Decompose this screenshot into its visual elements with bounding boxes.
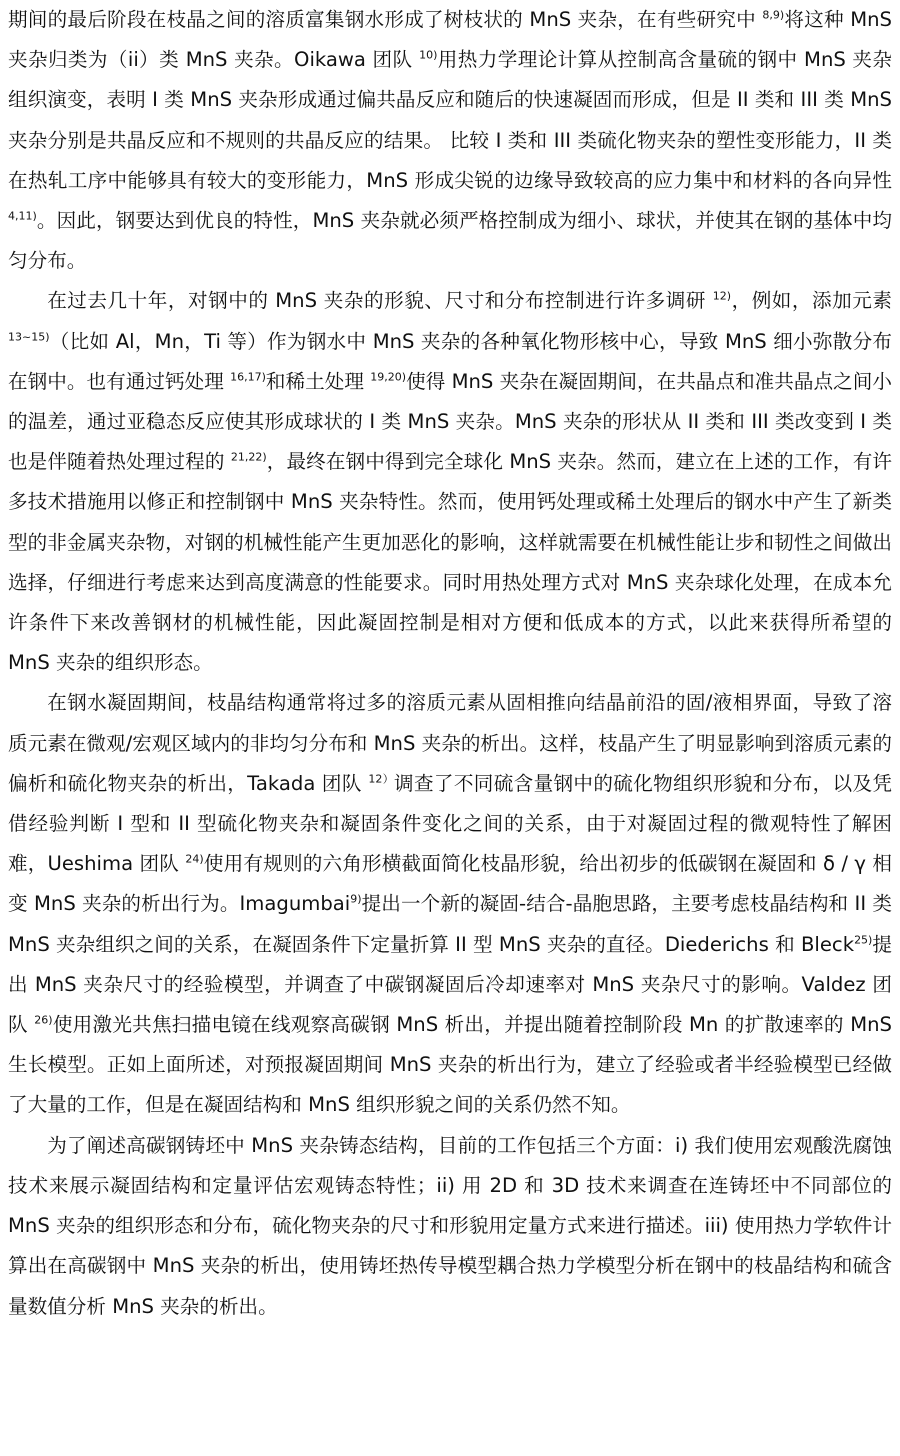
paragraph-text: 提出 MnS 夹杂尺寸的经验模型，并调查了中碳钢凝固后冷却速率对 MnS 夹杂尺寸的影响。Valdez 团队 <box>8 932 893 1037</box>
citation-ref: 13~15) <box>8 330 50 344</box>
citation-ref: 26) <box>34 1013 53 1027</box>
paragraph-text: ，例如，添加元素 <box>731 289 892 313</box>
paragraph-text: ，最终在钢中得到完全球化 MnS 夹杂。然而，建立在上述的工作，有许多技术措施用以修正和控制钢中 MnS 夹杂特性。然而，使用钙处理或稀土处理后的钢水中产生了新类型的非金属夹杂物，对钢的机械性能产生更加恶化的影响，这样就需要在机械性能让步和韧性之间做出选择，仔细进行考虑来达到高度满意的性能要求。同时用热处理方式对 MnS 夹杂球化处理，在成本允许条件下来改善钢材的机械性能，因此凝固控制是相对方便和低成本的方式，以此来获得所希望的 MnS 夹杂的组织形态。 <box>8 450 893 675</box>
citation-ref: 9) <box>350 892 362 906</box>
citation-ref: 25) <box>854 933 873 947</box>
paragraph-1 <box>8 0 892 281</box>
document-body <box>8 0 892 1327</box>
citation-ref: 21,22) <box>230 450 267 464</box>
paragraph-text: （比如 Al，Mn，Ti 等）作为钢水中 MnS 夹杂的各种氧化物形核中心，导致 MnS 细小弥散分布在钢中。也有通过钙处理 <box>8 329 892 393</box>
citation-ref: 24) <box>185 852 204 866</box>
citation-ref: 16,17) <box>230 370 266 384</box>
paragraph-text: 使用有规则的六角形横截面简化枝晶形貌，给出初步的低碳钢在凝固和 δ / γ 相变 MnS 夹杂的析出行为。Imagumbai <box>8 852 892 916</box>
paragraph-2 <box>8 281 892 683</box>
citation-ref: 12） <box>368 772 395 786</box>
paragraph-3 <box>8 683 892 1125</box>
paragraph-text: 使得 MnS 夹杂在凝固期间，在共晶点和准共晶点之间小的温差，通过亚稳态反应使其形成球状的 I 类 MnS 夹杂。MnS 夹杂的形状从 II 类和 III 类改变到 I 类也是伴随着热处理过程的 <box>8 369 893 474</box>
citation-ref: 10) <box>419 48 438 62</box>
citation-ref: 19,20) <box>370 370 407 384</box>
citation-ref: 4,11) <box>8 209 37 223</box>
paragraph-text: 期间的最后阶段在枝晶之间的溶质富集钢水形成了树枝状的 MnS 夹杂，在有些研究中 <box>8 8 763 31</box>
paragraph-text: 将这种 MnS 夹杂归类为（ii）类 MnS 夹杂。Oikawa 团队 <box>8 8 892 72</box>
paragraph-4 <box>8 1126 892 1327</box>
paragraph-text: 和稀土处理 <box>265 369 371 393</box>
paragraph-text: 用热力学理论计算从控制高含量硫的钢中 MnS 夹杂组织演变，表明 I 类 MnS 夹杂形成通过偏共晶反应和随后的快速凝固而形成，但是 II 类和 III 类 MnS 夹杂分别是共晶反应和不规则的共晶反应的结果。 比较 I 类和 III 类硫化物夹杂的塑性变形能力，II 类在热轧工序中能够具有较大的变形能力，MnS 形成尖锐的边缘导致较高的应力集中和材料的各向异性 <box>8 48 892 192</box>
citation-ref: 12) <box>712 289 732 303</box>
paragraph-text: 调查了不同硫含量钢中的硫化物组织形貌和分布，以及凭借经验判断 I 型和 II 型硫化物夹杂和凝固条件变化之间的关系，由于对凝固过程的微观特性了解困难，Ueshima 团队 <box>8 771 892 876</box>
paragraph-text: 在过去几十年，对钢中的 MnS 夹杂的形貌、尺寸和分布控制进行许多调研 <box>47 289 713 313</box>
paragraph-text: 使用激光共焦扫描电镜在线观察高碳钢 MnS 析出，并提出随着控制阶段 Mn 的扩散速率的 MnS 生长模型。正如上面所述，对预报凝固期间 MnS 夹杂的析出行为，建立了经验或者半经验模型已经做了大量的工作，但是在凝固结构和 MnS 组织形貌之间的关系仍然不知。 <box>8 1013 892 1117</box>
citation-ref: 8,9) <box>762 8 785 22</box>
paragraph-text: 在钢水凝固期间，枝晶结构通常将过多的溶质元素从固相推向结晶前沿的固/液相界面，导致了溶质元素在微观/宏观区域内的非均匀分布和 MnS 夹杂的析出。这样，枝晶产生了明显影响到溶质元素的偏析和硫化物夹杂的析出，Takada 团队 <box>8 691 892 795</box>
paragraph-text: 为了阐述高碳钢铸坯中 MnS 夹杂铸态结构，目前的工作包括三个方面：i) 我们使用宏观酸洗腐蚀技术来展示凝固结构和定量评估宏观铸态特性；ii) 用 2D 和 3D 技术来调查在连铸坯中不同部位的 MnS 夹杂的组织形态和分布，硫化物夹杂的尺寸和形貌用定量方式来进行描述。iii) 使用热力学软件计算出在高碳钢中 MnS 夹杂的析出，使用铸坯热传导模型耦合热力学模型分析在钢中的枝晶结构和硫含量数值分析 MnS 夹杂的析出。 <box>8 1133 892 1318</box>
paragraph-text: 。因此，钢要达到优良的特性，MnS 夹杂就必须严格控制成为细小、球状，并使其在钢的基体中均匀分布。 <box>8 209 892 273</box>
paragraph-text: 提出一个新的凝固-结合-晶胞思路，主要考虑枝晶结构和 II 类 MnS 夹杂组织之间的关系，在凝固条件下定量折算 II 型 MnS 夹杂的直径。Diederichs 和 Bleck <box>8 892 893 956</box>
